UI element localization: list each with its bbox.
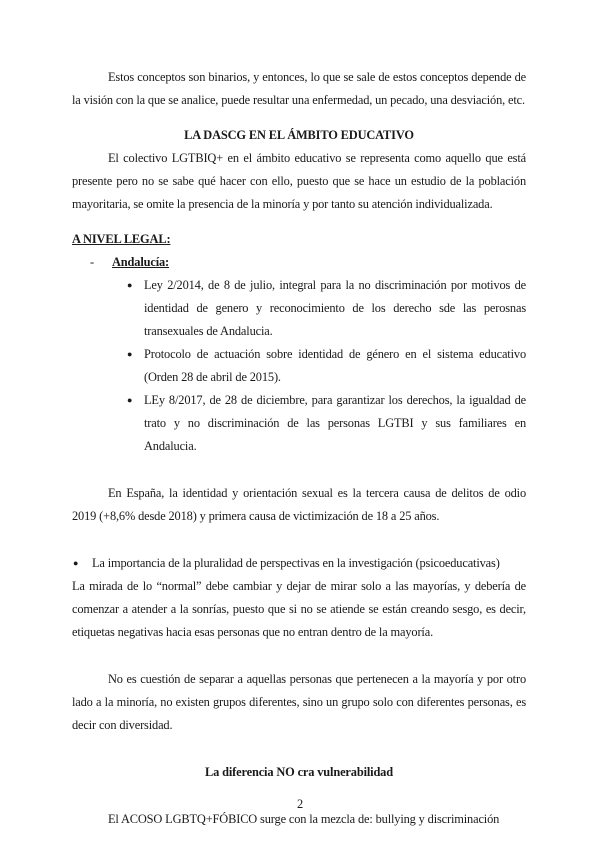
legal-item-text: Ley 2/2014, de 8 de julio, integral para la no discriminación por motivos de identidad de genero y reconocimiento de los derecho sde las perosnas transexuales de Andalucia. (144, 278, 526, 338)
dash-marker: - (90, 255, 94, 269)
andalucia-label: Andalucía: (112, 255, 170, 269)
bullet-icon: ● (73, 558, 79, 568)
legal-item-text: Protocolo de actuación sobre identidad de género en el sistema educativo (Orden 28 de abril de 2015). (144, 347, 526, 384)
bullet-icon: ● (127, 395, 133, 405)
andalucia-subheading (72, 251, 526, 274)
separation-paragraph: No es cuestión de separar a aquellas personas que pertenecen a la mayoría y por otro lado a la minoría, no existen grupos diferentes, sino un grupo solo con diferentes personas, es decir con diversidad. (72, 672, 526, 732)
legal-heading: A NIVEL LEGAL: (72, 232, 171, 246)
bullet-icon: ● (127, 280, 133, 290)
educational-heading: LA DASCG EN EL ÁMBITO EDUCATIVO (184, 128, 414, 142)
legal-list-item (127, 274, 526, 343)
plurality-text: La importancia de la pluralidad de perspectivas en la investigación (psicoeducativas) (92, 556, 500, 570)
collective-paragraph: El colectivo LGTBIQ+ en el ámbito educativo se representa como aquello que está presente pero no se sabe qué hacer con ello, puesto que se hace un estudio de la población mayoritaria, se omite la presencia de la minoría y por tanto su atención individualizada. (72, 151, 526, 211)
spain-paragraph: En España, la identidad y orientación sexual es la tercera causa de delitos de odio 2019 (+8,6% desde 2018) y primera causa de victimización de 18 a 25 años. (72, 486, 526, 523)
document-page (72, 66, 526, 831)
plurality-bullet (72, 552, 526, 575)
acoso-paragraph: El ACOSO LGBTQ+FÓBICO surge con la mezcla de: bullying y discriminación (108, 812, 500, 826)
page-number: 2 (296, 797, 304, 811)
legal-list-item (127, 343, 526, 389)
intro-paragraph: Estos conceptos son binarios, y entonces, lo que se sale de estos conceptos depende de la visión con la que se analice, puede resultar una enfermedad, un pecado, una desviación, etc. (72, 70, 526, 107)
legal-item-text: LEy 8/2017, de 28 de diciembre, para garantizar los derechos, la igualdad de trato y no discriminación de las personas LGTBI y sus familiares en Andalucia. (144, 393, 526, 453)
legal-list-item (127, 389, 526, 458)
legal-list (72, 274, 526, 458)
gaze-paragraph: La mirada de lo “normal” debe cambiar y dejar de mirar solo a las mayorías, y debería de comenzar a atender a la sonrías, puesto que si no se atiende se están creando sesgo, es decir, etiquetas negativas hacia esas personas que no entran dentro de la mayoría. (72, 579, 526, 639)
difference-heading: La diferencia NO cra vulnerabilidad (205, 765, 393, 779)
bullet-icon: ● (127, 349, 133, 359)
